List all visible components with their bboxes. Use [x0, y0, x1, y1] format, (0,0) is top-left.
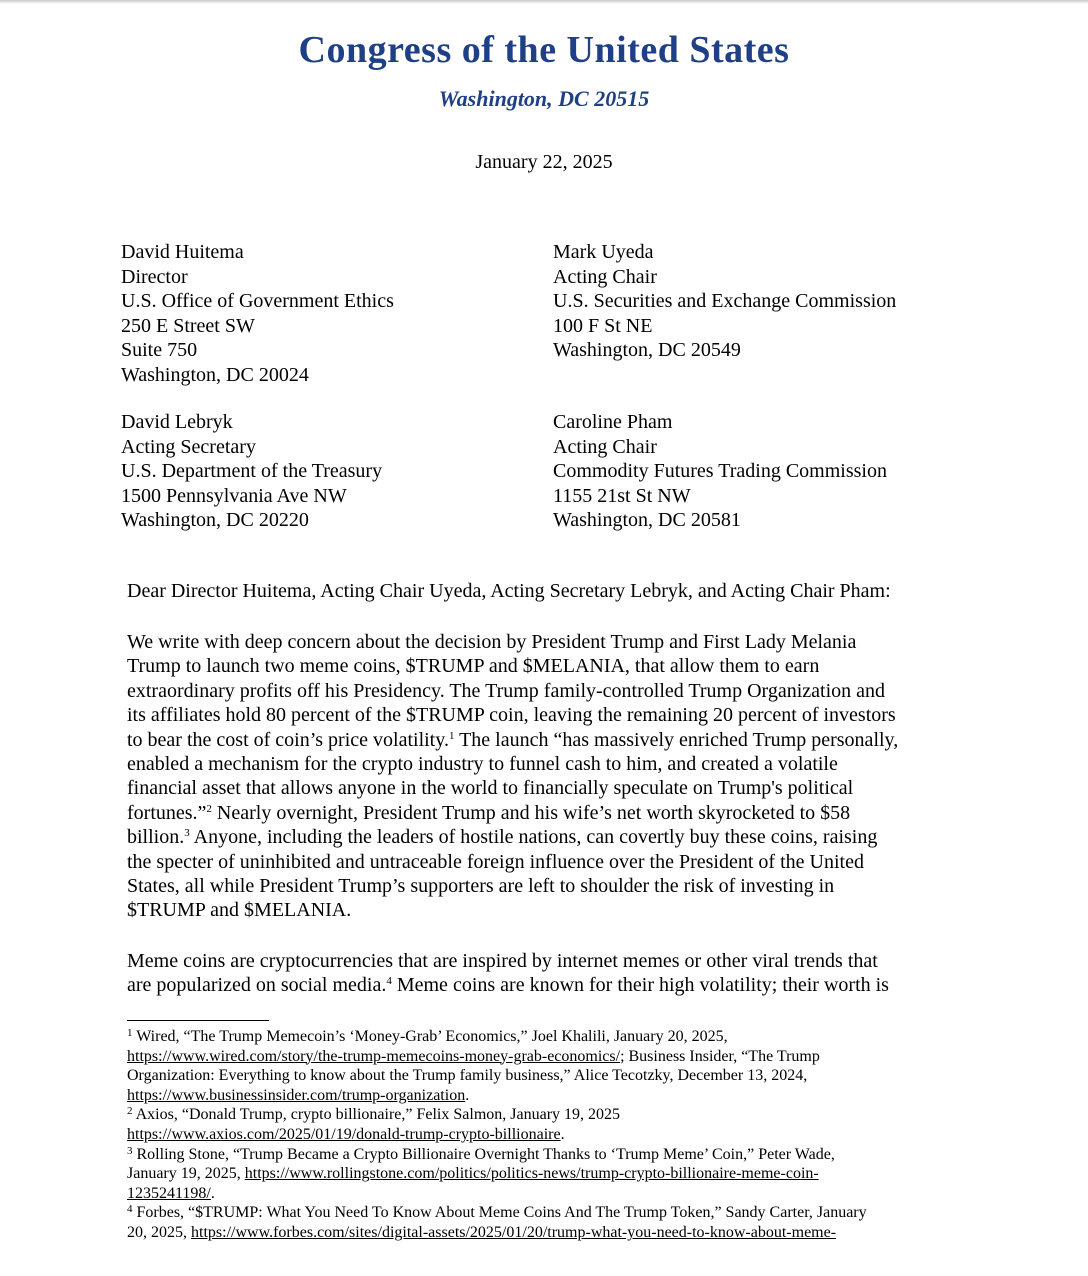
body-line: enabled a mechanism for the crypto industry to funnel cash to him, and created a volatile	[127, 753, 838, 776]
footnote-text: Rolling Stone, “Trump Became a Crypto Billionaire Overnight Thanks to ‘Trump Meme’ Coin,” Peter Wade,	[132, 1145, 835, 1163]
footnote-3-line-3	[127, 1184, 867, 1204]
footnotes	[127, 1027, 867, 1243]
footnote-1-line-3: Organization: Everything to know about the Trump family business,” Alice Tecotzky, December 13, 2024,	[127, 1067, 808, 1085]
recipient-block-huitema	[121, 240, 394, 387]
body-line: financial asset that allows anyone in the world to financially speculate on Trump's political	[127, 777, 854, 800]
body-line	[127, 801, 898, 825]
footnote-3-line-2	[127, 1164, 867, 1184]
footnote-ref-2[interactable]: 2	[206, 802, 212, 815]
recipient-street: 100 F St NE	[553, 314, 653, 337]
footnote-text: Axios, “Donald Trump, crypto billionaire,” Felix Salmon, January 19, 2025	[132, 1106, 621, 1124]
recipient-title: Acting Chair	[553, 265, 657, 288]
recipient-city: Washington, DC 20024	[121, 363, 309, 386]
recipient-org: Commodity Futures Trading Commission	[553, 460, 887, 482]
body-line: extraordinary profits off his Presidency. The Trump family-controlled Trump Organization and	[127, 679, 886, 702]
recipient-city: Washington, DC 20581	[553, 509, 741, 531]
footnote-text: .	[465, 1086, 470, 1104]
salutation: Dear Director Huitema, Acting Chair Uyeda, Acting Secretary Lebryk, and Acting Chair Pham:	[127, 580, 891, 602]
body-line: States, all while President Trump’s supporters are left to shoulder the risk of investing in	[127, 875, 835, 898]
recipient-title: Acting Secretary	[121, 435, 256, 458]
footnote-ref-3[interactable]: 3	[184, 827, 190, 840]
footnote-number: 4	[127, 1203, 133, 1216]
recipient-title: Director	[121, 265, 188, 288]
footnote-link-business-insider[interactable]: https://www.businessinsider.com/trump-organization	[127, 1086, 466, 1104]
body-paragraph-1	[127, 630, 898, 923]
letterhead-subtitle: Washington, DC 20515	[438, 86, 650, 111]
body-line: Meme coins are cryptocurrencies that are inspired by internet memes or other viral trends that	[127, 950, 878, 972]
recipient-name: David Huitema	[121, 241, 244, 263]
footnote-text: .	[560, 1125, 565, 1143]
footnote-3	[127, 1145, 867, 1165]
body-text: The launch “has massively enriched Trump personally,	[454, 728, 899, 751]
recipient-street: 1155 21st St NW	[553, 484, 691, 507]
recipient-name: Mark Uyeda	[553, 241, 654, 263]
recipient-street: 250 E Street SW	[121, 314, 255, 337]
footnote-1-line-2	[127, 1047, 867, 1067]
footnote-divider	[127, 1020, 269, 1021]
body-text: Meme coins are known for their high volatility; their worth is	[391, 974, 889, 997]
footnote-link-rolling-stone[interactable]: https://www.rollingstone.com/politics/politics-news/trump-crypto-billionaire-meme-coin-	[244, 1165, 819, 1183]
recipient-name: David Lebryk	[121, 411, 233, 433]
body-line: its affiliates hold 80 percent of the $TRUMP coin, leaving the remaining 20 percent of investors	[127, 704, 896, 727]
footnote-4	[127, 1203, 867, 1223]
recipient-block-lebryk	[121, 410, 382, 533]
recipient-city: Washington, DC 20549	[553, 339, 741, 361]
body-line: We write with deep concern about the decision by President Trump and First Lady Melania	[127, 631, 857, 653]
footnote-text: Wired, “The Trump Memecoin’s ‘Money-Grab’ Economics,” Joel Khalili, January 20, 2025,	[132, 1028, 728, 1045]
recipient-title: Acting Chair	[553, 435, 657, 458]
body-text: billion.	[127, 826, 185, 849]
page-top-edge	[0, 0, 1088, 4]
footnote-text: January 19, 2025,	[127, 1165, 245, 1183]
recipient-block-pham	[553, 410, 887, 533]
recipient-street: 1500 Pennsylvania Ave NW	[121, 484, 347, 507]
footnote-link-wired[interactable]: https://www.wired.com/story/the-trump-memecoins-money-grab-economics/	[127, 1047, 621, 1065]
body-line	[127, 728, 898, 752]
body-text: Nearly overnight, President Trump and his wife’s net worth skyrocketed to $58	[211, 801, 851, 824]
letterhead-title: Congress of the United States	[298, 29, 790, 71]
body-line	[127, 825, 898, 849]
body-line	[127, 973, 889, 997]
footnote-number: 1	[127, 1027, 133, 1039]
footnote-number: 3	[127, 1144, 133, 1157]
recipient-org: U.S. Office of Government Ethics	[121, 290, 394, 312]
recipient-org: U.S. Securities and Exchange Commission	[553, 290, 897, 312]
recipient-block-uyeda	[553, 240, 896, 363]
body-text: Anyone, including the leaders of hostile nations, can covertly buy these coins, raising	[189, 826, 878, 849]
body-line: the specter of uninhibited and untraceable foreign influence over the President of the United	[127, 850, 864, 873]
body-paragraph-2	[127, 949, 889, 998]
footnote-text: Forbes, “$TRUMP: What You Need To Know About Meme Coins And The Trump Token,” Sandy Carter, January	[132, 1204, 867, 1222]
body-text: are popularized on social media.	[127, 974, 387, 997]
footnote-number: 2	[127, 1105, 133, 1118]
footnote-ref-1[interactable]: 1	[448, 729, 455, 742]
footnote-1	[127, 1027, 867, 1047]
footnote-1-line-4	[127, 1086, 867, 1106]
body-line: Trump to launch two meme coins, $TRUMP and $MELANIA, that allow them to earn	[127, 655, 820, 678]
recipient-name: Caroline Pham	[553, 411, 673, 433]
footnote-2	[127, 1105, 867, 1125]
footnote-ref-4[interactable]: 4	[386, 975, 392, 988]
footnote-link-rolling-stone-cont[interactable]: 1235241198/	[127, 1184, 211, 1202]
recipient-suite: Suite 750	[121, 339, 198, 361]
footnote-text: ; Business Insider, “The Trump	[620, 1047, 820, 1065]
footnote-text: 20, 2025,	[127, 1223, 191, 1241]
body-text: to bear the cost of coin’s price volatility.	[127, 728, 449, 751]
footnote-link-forbes[interactable]: https://www.forbes.com/sites/digital-assets/2025/01/20/trump-what-you-need-to-know-about-meme-	[191, 1223, 837, 1241]
letter-date: January 22, 2025	[475, 151, 613, 173]
footnote-2-line-2	[127, 1125, 867, 1145]
body-line: $TRUMP and $MELANIA.	[127, 899, 352, 922]
body-text: fortunes.”	[127, 801, 207, 824]
recipient-org: U.S. Department of the Treasury	[121, 460, 383, 482]
footnote-4-line-2	[127, 1223, 867, 1243]
footnote-text: .	[210, 1184, 215, 1202]
recipient-city: Washington, DC 20220	[121, 509, 309, 531]
footnote-link-axios[interactable]: https://www.axios.com/2025/01/19/donald-trump-crypto-billionaire	[127, 1125, 561, 1143]
